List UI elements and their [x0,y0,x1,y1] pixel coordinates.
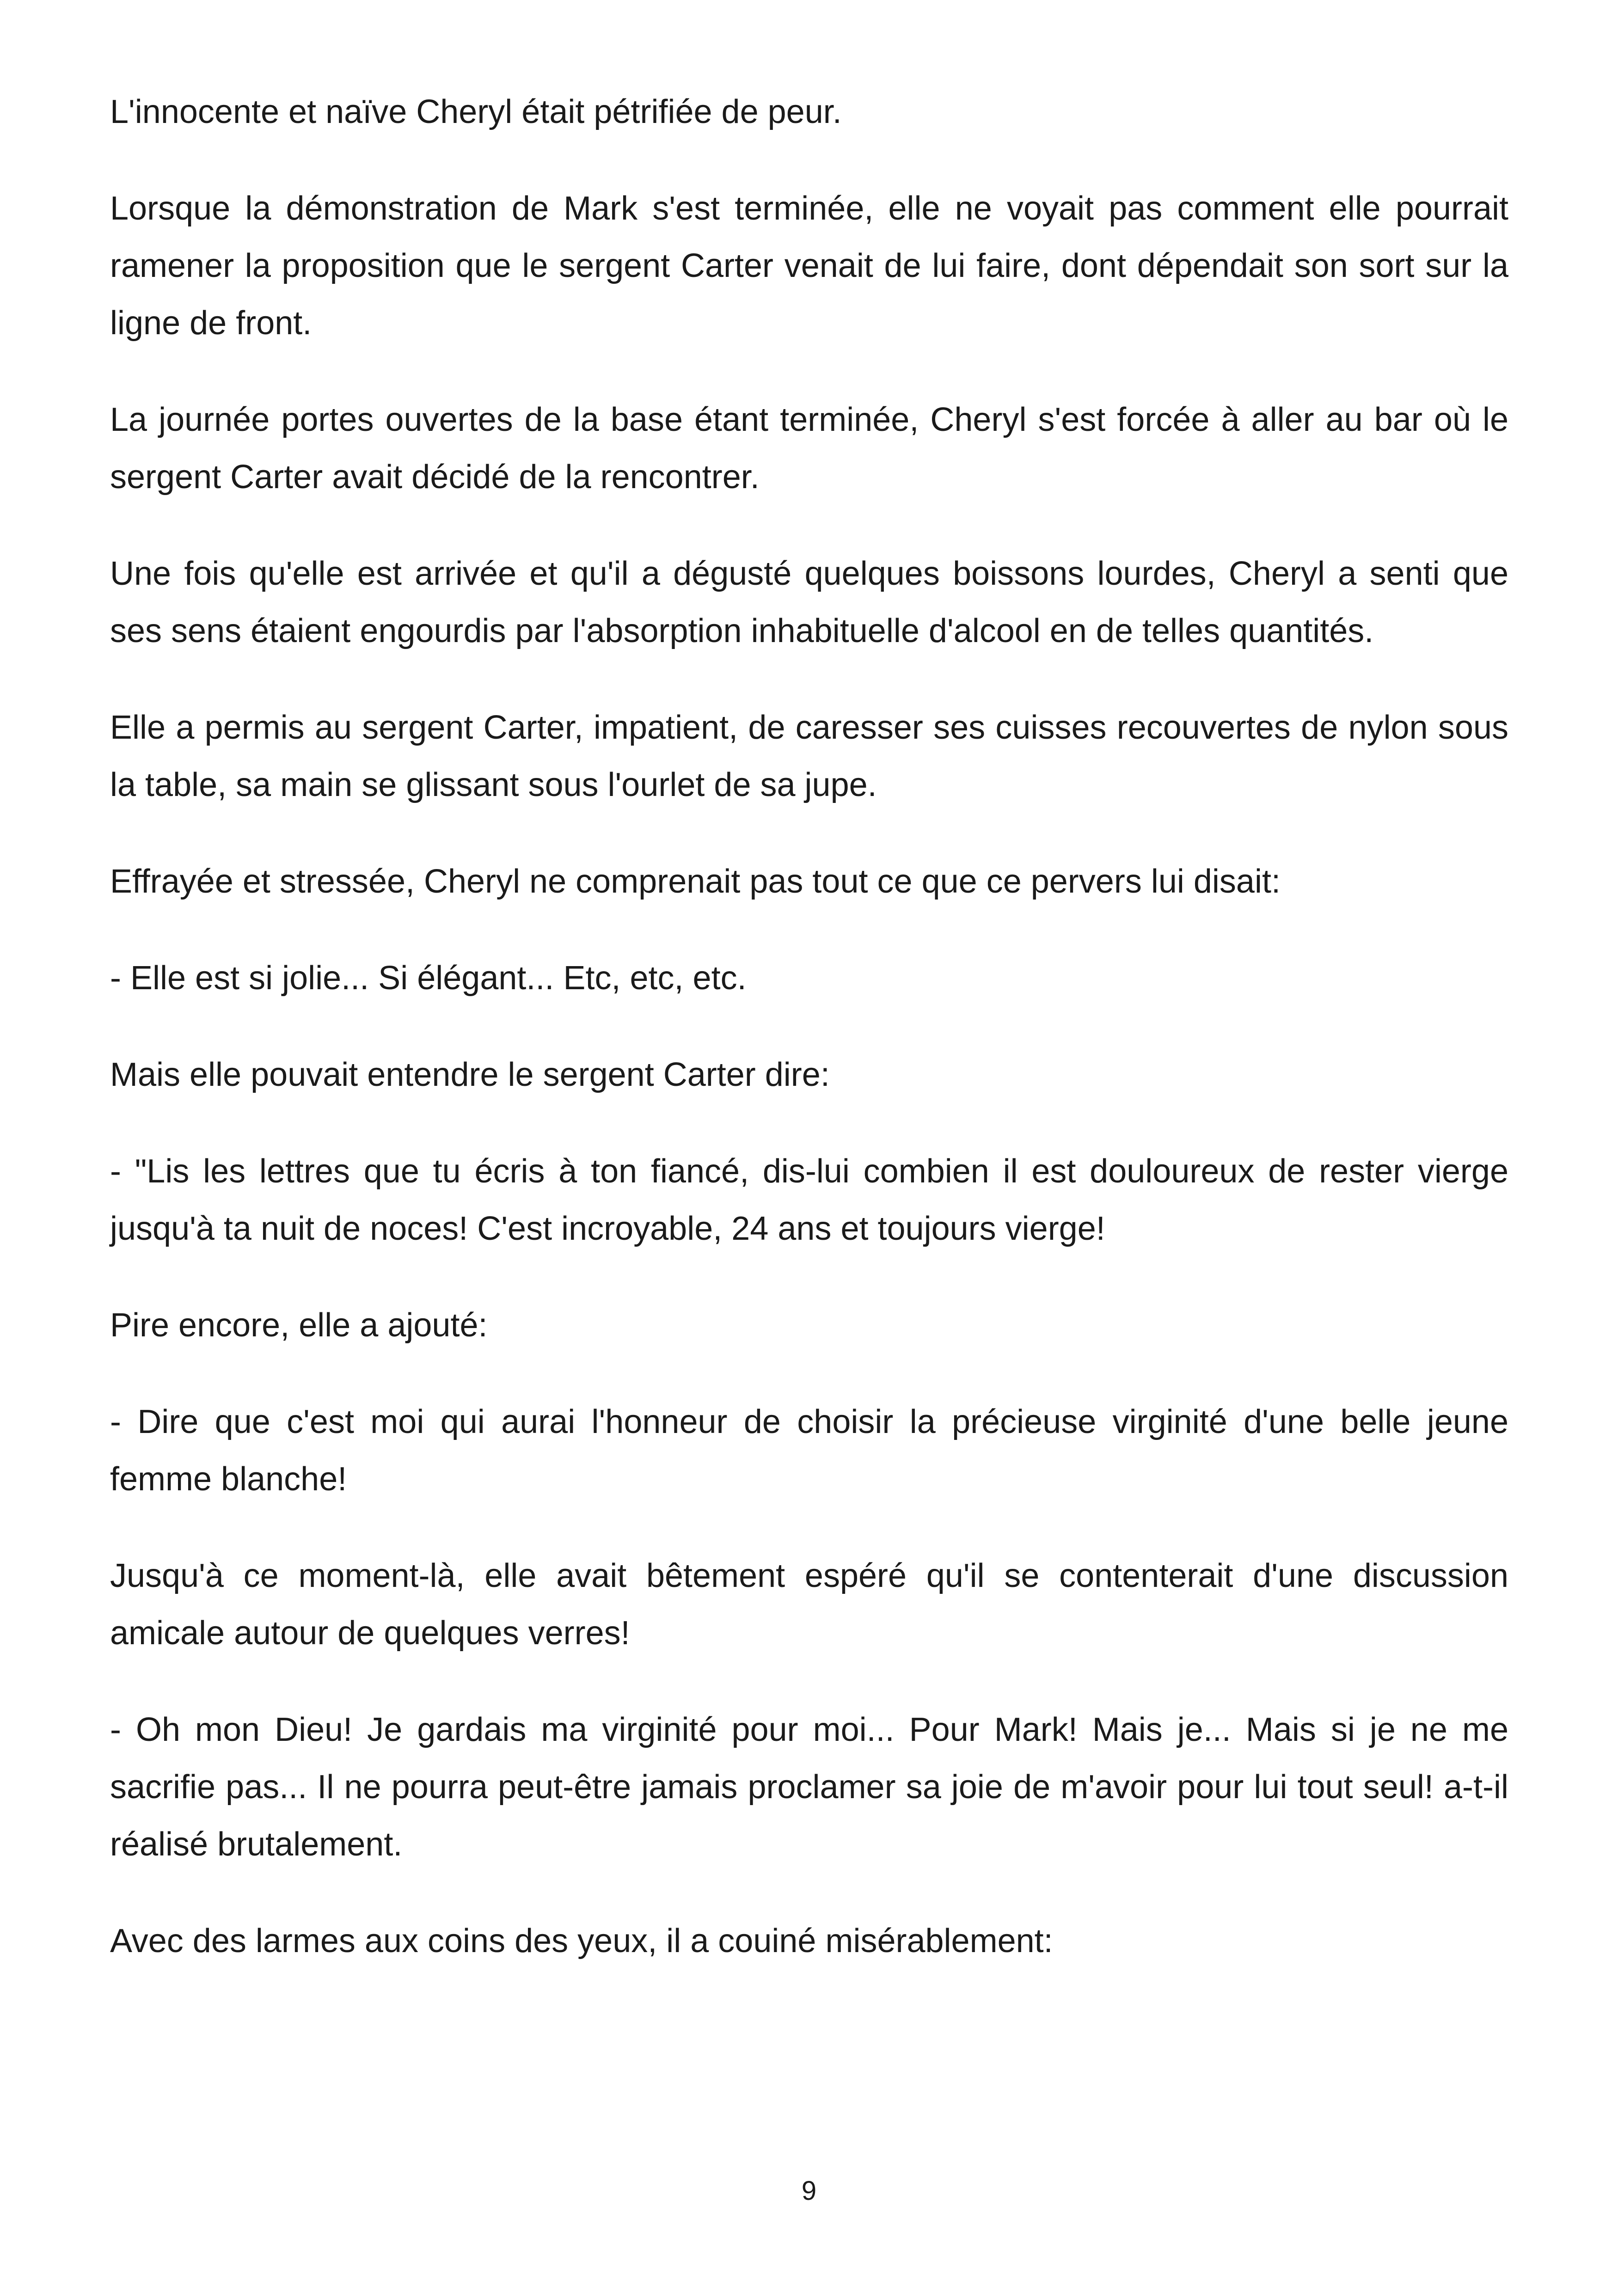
paragraph-6: Effrayée et stressée, Cheryl ne comprenait pas tout ce que ce pervers lui disait: [110,863,1281,900]
paragraph-10: Pire encore, elle a ajouté: [110,1307,488,1344]
paragraph-5: Elle a permis au sergent Carter, impatient, de caresser ses cuisses recouvertes de nylon sous la table, sa main se glissant sous l'ourlet de sa jupe. [110,709,1508,803]
paragraph-11: - Dire que c'est moi qui aurai l'honneur de choisir la précieuse virginité d'une belle jeune femme blanche! [110,1403,1508,1498]
paragraph-9: - "Lis les lettres que tu écris à ton fiancé, dis-lui combien il est douloureux de rester vierge jusqu'à ta nuit de noces! C'est incroyable, 24 ans et toujours vierge! [110,1153,1508,1247]
paragraph-8: Mais elle pouvait entendre le sergent Carter dire: [110,1056,830,1093]
body-text [110,83,1508,2009]
paragraph-3: La journée portes ouvertes de la base étant terminée, Cheryl s'est forcée à aller au bar où le sergent Carter avait décidé de la rencontrer. [110,401,1508,496]
paragraph-7: - Elle est si jolie... Si élégant... Etc, etc, etc. [110,960,747,997]
paragraph-13: - Oh mon Dieu! Je gardais ma virginité pour moi... Pour Mark! Mais je... Mais si je ne me sacrifie pas... Il ne pourra peut-être jamais proclamer sa joie de m'avoir pour lui tout seul! a-t-il réalisé brutalement. [110,1711,1508,1863]
paragraph-12: Jusqu'à ce moment-là, elle avait bêtement espéré qu'il se contenterait d'une discussion amicale autour de quelques verres! [110,1557,1508,1652]
paragraph-2: Lorsque la démonstration de Mark s'est terminée, elle ne voyait pas comment elle pourrait ramener la proposition que le sergent Carter venait de lui faire, dont dépendait son sort sur la ligne de front. [110,190,1508,342]
paragraph-4: Une fois qu'elle est arrivée et qu'il a dégusté quelques boissons lourdes, Cheryl a senti que ses sens étaient engourdis par l'absorption inhabituelle d'alcool en de telles quantités. [110,555,1508,649]
paragraph-1: L'innocente et naïve Cheryl était pétrifiée de peur. [110,93,842,130]
page-number: 9 [801,2176,817,2206]
paragraph-14: Avec des larmes aux coins des yeux, il a couiné misérablement: [110,1923,1053,1959]
